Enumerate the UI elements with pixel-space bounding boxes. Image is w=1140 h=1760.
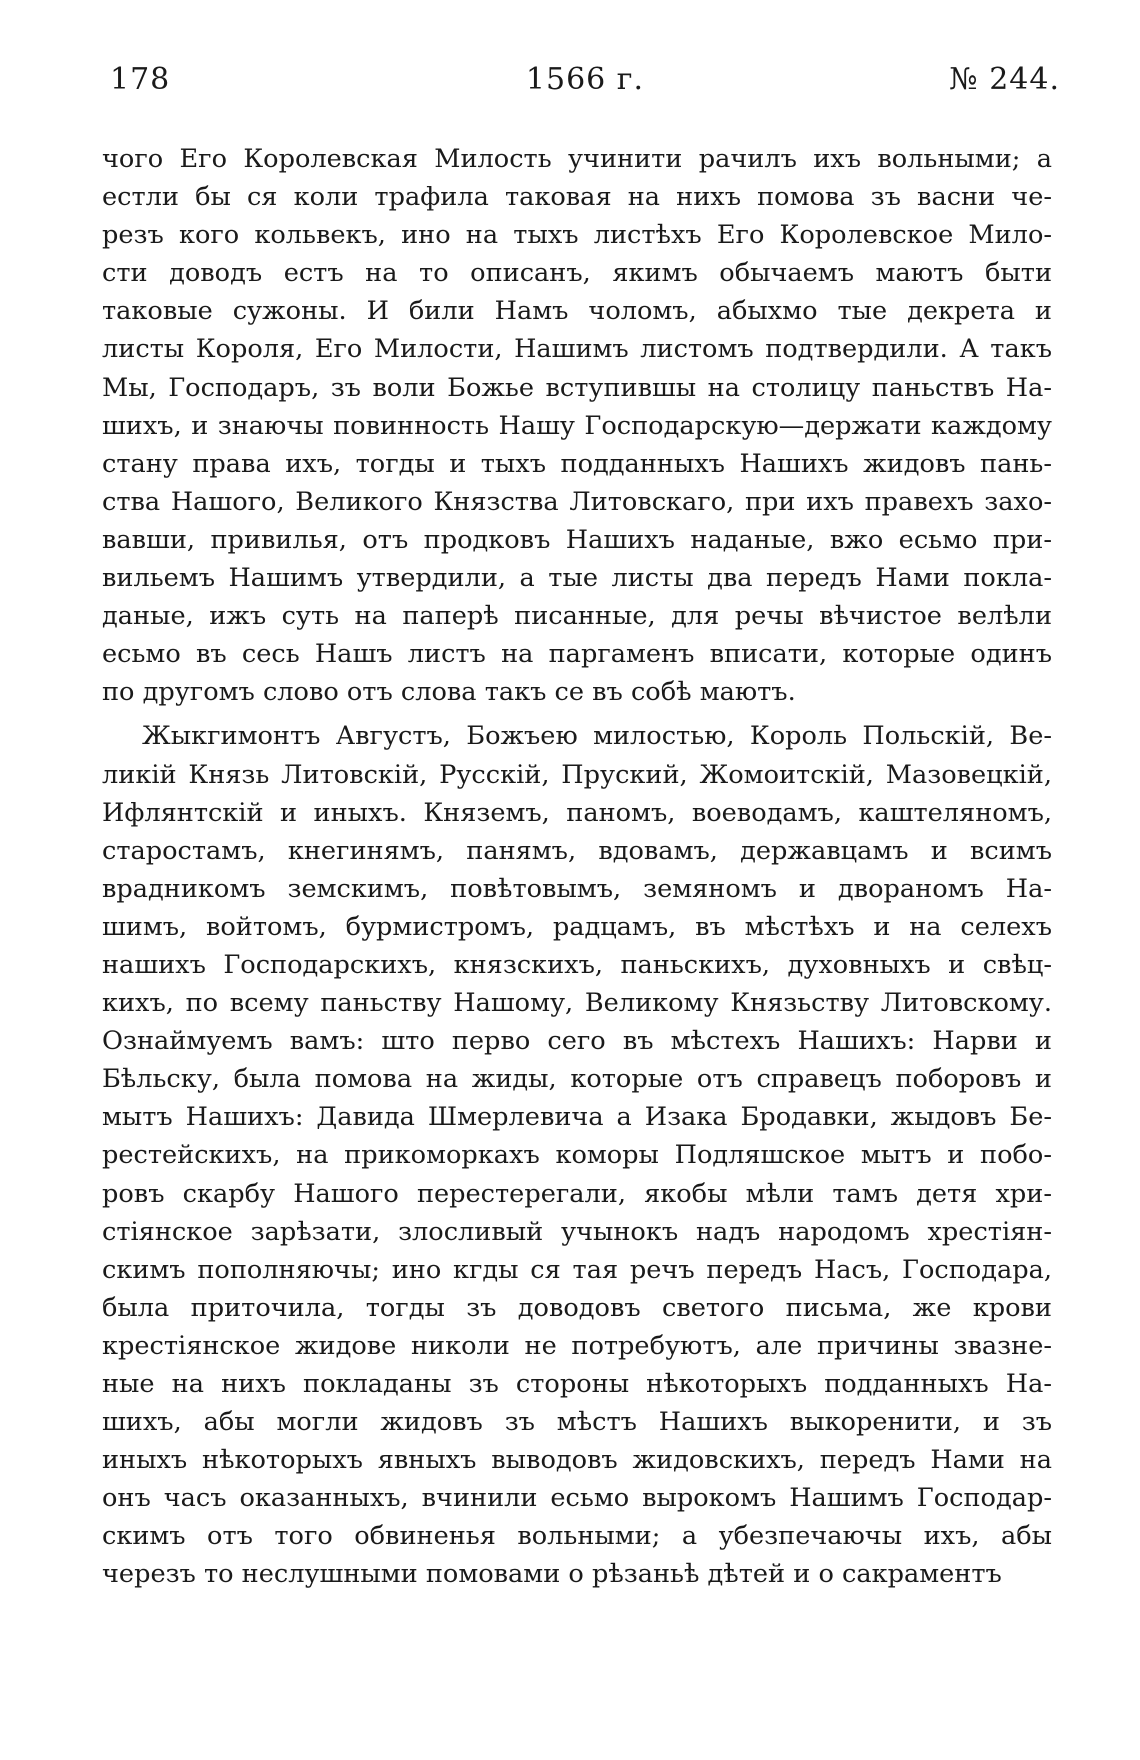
text-line: рестейскихъ, на прикоморкахъ коморы Подляшское мытъ и побо-	[102, 1140, 1052, 1171]
text-line: чого Его Королевская Милость учинити рачилъ ихъ вольными; а	[102, 144, 1052, 174]
text-line: ровъ скарбу Нашого перестерегали, якобы мѣли тамъ детя хри-	[102, 1178, 1052, 1209]
text-line: Бѣльску, была помова на жиды, которые отъ справецъ поборовъ и	[102, 1064, 1052, 1095]
text-line: стану права ихъ, тогды и тыхъ подданныхъ Нашихъ жидовъ пань-	[102, 448, 1052, 479]
text-line: онъ часъ оказанныхъ, вчинили есьмо вырокомъ Нашимъ Господар-	[102, 1483, 1052, 1514]
text-line: стіянское зарѣзати, злосливый учынокъ надъ народомъ хрестіян-	[102, 1216, 1052, 1247]
text-line: крестіянское жидове николи не потребуютъ, але причины звазне-	[102, 1330, 1052, 1361]
text-line: мытъ Нашихъ: Давида Шмерлевича а Изака Бродавки, жыдовъ Бе-	[102, 1102, 1052, 1133]
text-line: ные на нихъ покладаны зъ стороны нѣкоторыхъ подданныхъ На-	[102, 1369, 1052, 1399]
text-line: ликій Князь Литовскій, Русскій, Пруский, Жомоитскій, Мазовецкій,	[102, 759, 1052, 790]
document-number: № 244.	[949, 62, 1060, 97]
text-line: естли бы ся коли трафила таковая на нихъ помова зъ васни че-	[102, 182, 1052, 213]
text-line: листы Короля, Его Милости, Нашимъ листомъ подтвердили. А такъ	[102, 334, 1052, 365]
text-line: шихъ, и знаючы повинность Нашу Господарскую—держати каждому	[102, 410, 1052, 441]
text-line: скимъ отъ того обвиненья вольными; а убезпечаючы ихъ, абы	[102, 1521, 1052, 1552]
text-line: кихъ, по всему паньству Нашому, Великому Князьству Литовскому.	[102, 988, 1052, 1019]
text-line: даные, ижъ суть на паперѣ писанные, для речы вѣчистое велѣли	[102, 601, 1052, 632]
body-text	[102, 140, 1052, 1594]
text-line: вавши, привилья, отъ продковъ Нашихъ наданые, вжо есьмо при-	[102, 524, 1052, 555]
paragraph	[102, 140, 1052, 711]
text-line: черезъ то неслушными помовами о рѣзаньѣ дѣтей и о сакраментъ	[102, 1559, 1002, 1590]
text-line: ства Нашого, Великого Князства Литовскаго, при ихъ правехъ захо-	[102, 486, 1052, 517]
page-number: 178	[110, 62, 171, 97]
text-line: иныхъ нѣкоторыхъ явныхъ выводовъ жидовскихъ, передъ Нами на	[102, 1445, 1052, 1476]
text-line: шихъ, абы могли жидовъ зъ мѣстъ Нашихъ выкоренити, и зъ	[102, 1407, 1052, 1438]
running-head-year: 1566 г.	[525, 62, 645, 97]
text-line: была приточила, тогды зъ доводовъ светого письма, же крови	[102, 1292, 1052, 1323]
text-line: по другомъ слово отъ слова такъ се въ собѣ маютъ.	[102, 677, 796, 708]
text-line: вильемъ Нашимъ утвердили, а тые листы два передъ Нами поклa-	[102, 563, 1052, 594]
text-line: нашихъ Господарскихъ, князскихъ, паньскихъ, духовныхъ и свѣц-	[102, 949, 1052, 980]
text-line: резъ кого кольвекъ, ино на тыхъ листѣхъ Его Королевское Мило-	[102, 220, 1052, 251]
text-line: врадникомъ земскимъ, повѣтовымъ, земяномъ и двораномъ На-	[102, 873, 1052, 904]
text-line: Ознаймуемъ вамъ: што перво сего въ мѣстехъ Нашихъ: Нарви и	[102, 1026, 1052, 1057]
running-header	[110, 62, 1060, 106]
text-line: Мы, Господаръ, зъ воли Божье вступившы на столицу паньствъ На-	[102, 372, 1052, 403]
text-line: Жыкгимонтъ Августъ, Божъею милостью, Король Польскій, Ве-	[142, 721, 1052, 752]
text-line: старостамъ, кнегинямъ, панямъ, вдовамъ, державцамъ и всимъ	[102, 835, 1052, 866]
text-line: шимъ, войтомъ, бурмистромъ, радцамъ, въ мѣстѣхъ и на селехъ	[102, 911, 1052, 942]
text-line: таковые сужоны. И били Намъ чоломъ, абыхмо тые декрета и	[102, 296, 1052, 327]
text-line: есьмо въ сесь Нашъ листъ на паргаменъ вписати, которые одинъ	[102, 639, 1052, 670]
text-line: скимъ пополняючы; ино кгды ся тая речъ передъ Насъ, Господара,	[102, 1254, 1052, 1285]
text-line: сти доводъ естъ на то описанъ, якимъ обычаемъ маютъ быти	[102, 258, 1052, 289]
text-line: Ифлянтскій и иныхъ. Княземъ, паномъ, воеводамъ, каштеляномъ,	[102, 797, 1052, 828]
paragraph	[102, 717, 1052, 1593]
